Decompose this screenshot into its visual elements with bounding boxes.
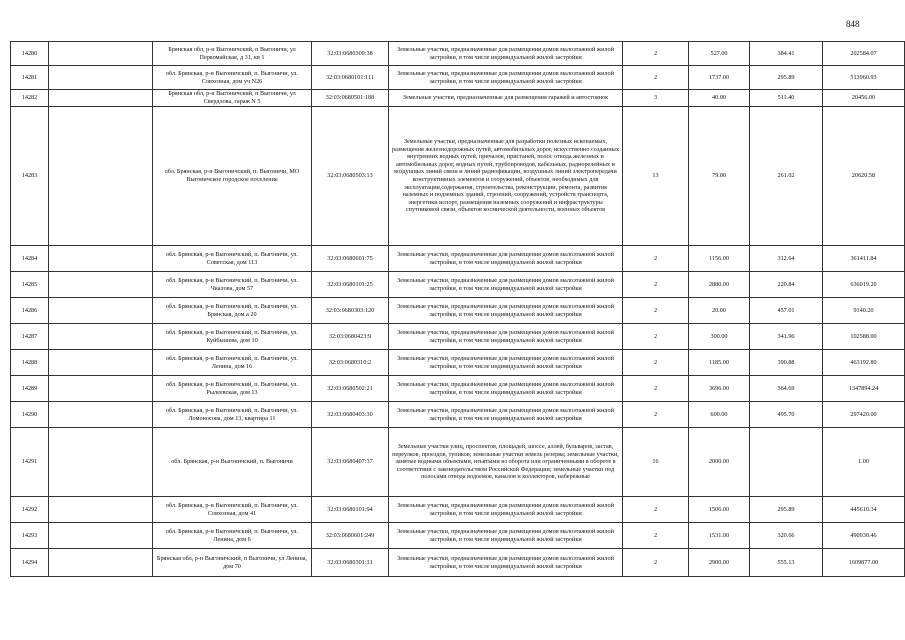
cell-group: 2: [623, 549, 689, 577]
cell-area: 20.00: [689, 298, 750, 324]
cell-id: 14282: [11, 90, 49, 107]
cell-land-use: Земельные участки, предназначенные для размещения домов малоэтажной жилой застройки, в том числе индивидуальной жилой застройки: [389, 324, 623, 350]
cell-group: 2: [623, 497, 689, 523]
cell-cadastral-value: 513960.93: [823, 66, 905, 90]
cell-rate: 312.64: [750, 246, 823, 272]
cell-group: 2: [623, 66, 689, 90]
cell-land-use: Земельные участки, предназначенные для размещения домов малоэтажной жилой застройки, в том числе индивидуальной жилой застройки: [389, 272, 623, 298]
cell-id: 14286: [11, 298, 49, 324]
cell-land-use: Земельные участки, предназначенные для размещения домов малоэтажной жилой застройки, в том числе индивидуальной жилой застройки: [389, 497, 623, 523]
cell-cadastral-number: 32:03:0680502:21: [312, 376, 389, 402]
cell-cadastral-number: 32:03:0680310:2: [312, 350, 389, 376]
cell-address: обл. Брянская, р-н Выгоничский, п. Выгоничи, ул. Совхозная, дом уч N26: [153, 66, 312, 90]
cell-group: 3: [623, 90, 689, 107]
cell-empty: [49, 376, 153, 402]
cell-rate: 295.89: [750, 66, 823, 90]
cell-cadastral-number: 32:03:0680309:38: [312, 42, 389, 66]
cell-empty: [49, 90, 153, 107]
cell-empty: [49, 402, 153, 428]
cell-cadastral-value: 1.00: [823, 428, 905, 497]
cell-id: 14284: [11, 246, 49, 272]
cell-address: обл. Брянская, р-н Выгоничский, п. Выгоничи, ул. Брянская, дом а 20: [153, 298, 312, 324]
cell-group: 2: [623, 42, 689, 66]
cell-address: обл. Брянская, р-н Выгоничский, п. Выгоничи, ул. Ленина, дом 16: [153, 350, 312, 376]
cell-cadastral-value: 636019.20: [823, 272, 905, 298]
cell-address: Брянская обл, р-н Выгоничский, п Выгоничи, ул Ленина, дом 70: [153, 549, 312, 577]
table-row: [11, 298, 905, 324]
cell-area: 79.00: [689, 107, 750, 246]
cell-id: 14285: [11, 272, 49, 298]
cell-empty: [49, 428, 153, 497]
cell-id: 14293: [11, 523, 49, 549]
cell-address: обл. Брянская, р-н Выгоничский, п. Выгоничи: [153, 428, 312, 497]
cell-group: 2: [623, 350, 689, 376]
cell-land-use: Земельные участки, предназначенные для размещения домов малоэтажной жилой застройки, в том числе индивидуальной жилой застройки: [389, 402, 623, 428]
cell-group: 2: [623, 246, 689, 272]
cell-area: 1185.00: [689, 350, 750, 376]
cell-id: 14281: [11, 66, 49, 90]
cell-group: 2: [623, 376, 689, 402]
cell-address: обл. Брянская, р-н Выгоничский, п. Выгоничи, ул. Ленина, дом 6: [153, 523, 312, 549]
cell-address: обл. Брянская, р-н Выгоничский, п. Выгоничи, ул. Ломоносова, дом 13, квартира 11: [153, 402, 312, 428]
cell-area: 2000.00: [689, 428, 750, 497]
cell-land-use: Земельные участки, предназначенные для размещения домов малоэтажной жилой застройки, в том числе индивидуальной жилой застройки: [389, 246, 623, 272]
cell-area: 300.00: [689, 324, 750, 350]
table-row: [11, 66, 905, 90]
cell-land-use: Земельные участки, предназначенные для размещения домов малоэтажной жилой застройки, в том числе индивидуальной жилой застройки: [389, 66, 623, 90]
cell-rate: 390.88: [750, 350, 823, 376]
cell-id: 14280: [11, 42, 49, 66]
cell-area: 1737.00: [689, 66, 750, 90]
cell-cadastral-value: 361411.84: [823, 246, 905, 272]
cell-cadastral-value: 490930.46: [823, 523, 905, 549]
cell-land-use: Земельные участки, предназначенные для размещения домов малоэтажной жилой застройки, в том числе индивидуальной жилой застройки: [389, 376, 623, 402]
cell-id: 14292: [11, 497, 49, 523]
cell-rate: 457.01: [750, 298, 823, 324]
cell-cadastral-value: 463192.80: [823, 350, 905, 376]
table-row: [11, 42, 905, 66]
cell-cadastral-number: 32:03:0680101:25: [312, 272, 389, 298]
cell-rate: [750, 428, 823, 497]
table-row: [11, 324, 905, 350]
cell-group: 2: [623, 272, 689, 298]
cell-cadastral-number: 32:03:0680101:111: [312, 66, 389, 90]
cell-land-use: Земельные участки улиц, проспектов, площадей, шоссе, аллей, бульваров, застав, переулков, проездов, тупиков; земельные участки земель резерва; земельные участки, занятые водными объектами, изъятыми из оборота или ограниченными в обороте в соответствии с законодательством Российской Федерации; земельные участки под полосами отвода водоемов, каналов и коллекторов, набережные: [389, 428, 623, 497]
cell-id: 14287: [11, 324, 49, 350]
table-row: [11, 272, 905, 298]
cell-id: 14288: [11, 350, 49, 376]
cell-empty: [49, 246, 153, 272]
table-body: [11, 42, 905, 577]
cell-cadastral-value: 20620.58: [823, 107, 905, 246]
cell-rate: 495.70: [750, 402, 823, 428]
cell-land-use: Земельные участки, предназначенные для размещения домов малоэтажной жилой застройки, в том числе индивидуальной жилой застройки: [389, 298, 623, 324]
cell-area: 2900.00: [689, 549, 750, 577]
cell-cadastral-value: 9140.20: [823, 298, 905, 324]
cell-rate: 295.89: [750, 497, 823, 523]
cell-rate: 384.41: [750, 42, 823, 66]
cell-cadastral-value: 102588.00: [823, 324, 905, 350]
cell-empty: [49, 298, 153, 324]
cell-cadastral-number: 32:03:0680407:37: [312, 428, 389, 497]
cell-id: 14289: [11, 376, 49, 402]
cell-area: 3696.00: [689, 376, 750, 402]
table-row: [11, 246, 905, 272]
cell-land-use: Земельные участки, предназначенные для размещения домов малоэтажной жилой застройки, в том числе индивидуальной жилой застройки: [389, 549, 623, 577]
cell-cadastral-value: 445610.34: [823, 497, 905, 523]
cell-land-use: Земельные участки, предназначенные для размещения домов малоэтажной жилой застройки, в том числе индивидуальной жилой застройки: [389, 350, 623, 376]
cell-group: 16: [623, 428, 689, 497]
page-number: 848: [846, 19, 860, 29]
cell-cadastral-value: 20456.00: [823, 90, 905, 107]
cell-cadastral-number: 32:03:0680601:249: [312, 523, 389, 549]
cell-address: обл. Брянская, р-н Выгоничский, п. Выгоничи, МО Выгоничское городское поселение: [153, 107, 312, 246]
cell-cadastral-value: 1609877.00: [823, 549, 905, 577]
cell-address: обл. Брянская, р-н Выгоничский, п. Выгоничи, ул. Куйбышева, дом 10: [153, 324, 312, 350]
table-row: [11, 428, 905, 497]
table-row: [11, 549, 905, 577]
cell-group: 2: [623, 402, 689, 428]
cell-cadastral-number: 32:03:0680423:9: [312, 324, 389, 350]
cell-rate: 364.69: [750, 376, 823, 402]
cell-rate: 555.13: [750, 549, 823, 577]
cell-empty: [49, 350, 153, 376]
cell-cadastral-number: 32:03:0680301:31: [312, 549, 389, 577]
cell-rate: 220.84: [750, 272, 823, 298]
table-row: [11, 90, 905, 107]
cell-empty: [49, 107, 153, 246]
table-row: [11, 523, 905, 549]
table-row: [11, 497, 905, 523]
cell-empty: [49, 523, 153, 549]
cell-cadastral-value: 297420.00: [823, 402, 905, 428]
cell-area: 1156.00: [689, 246, 750, 272]
cell-id: 14291: [11, 428, 49, 497]
cell-rate: 320.66: [750, 523, 823, 549]
cell-address: обл. Брянская, р-н Выгоничский, п. Выгоничи, ул. Рылеевская, дом 13: [153, 376, 312, 402]
cell-land-use: Земельные участки, предназначенные для разработки полезных ископаемых, размещения железнодорожных путей, автомобильных дорог, искусственно созданных внутренних водных путей, причалов, пристаней, полос отвода железных и автомобильных дорог, водных путей, трубопроводов, кабельных, радиорелейных и воздушных линий связи и линий радиофикации, воздушных линий электропередачи конструктивных элементов и сооружений, объектов, необходимых для эксплуатации,содержания, строительства, реконструкции, ремонта, развития наземных и подземных зданий, строений, сооружений, устройств транспорта, энергетики испорт, размещения наземных сооружений и инфраструктуры спутниковой связи, объектов космической деятельности, военных объектов: [389, 107, 623, 246]
cell-area: 1531.00: [689, 523, 750, 549]
cell-empty: [49, 549, 153, 577]
cell-area: 600.00: [689, 402, 750, 428]
cell-cadastral-value: 1347894.24: [823, 376, 905, 402]
cell-rate: 511.40: [750, 90, 823, 107]
cell-empty: [49, 324, 153, 350]
cell-area: 2880.00: [689, 272, 750, 298]
cell-empty: [49, 272, 153, 298]
cell-area: 40.00: [689, 90, 750, 107]
land-registry-table: [10, 41, 905, 577]
cell-cadastral-number: 32:03:0680503:13: [312, 107, 389, 246]
cell-cadastral-value: 202584.07: [823, 42, 905, 66]
cell-cadastral-number: 32:03:0680403:30: [312, 402, 389, 428]
cell-land-use: Земельные участки, предназначенные для размещения домов малоэтажной жилой застройки, в том числе индивидуальной жилой застройки: [389, 523, 623, 549]
cell-group: 2: [623, 523, 689, 549]
cell-group: 13: [623, 107, 689, 246]
cell-area: 527.00: [689, 42, 750, 66]
cell-group: 2: [623, 324, 689, 350]
cell-empty: [49, 42, 153, 66]
cell-address: обл. Брянская, р-н Выгоничский, п. Выгоничи, ул. Совхозная, дом 41: [153, 497, 312, 523]
cell-cadastral-number: 32:03:0680501:188: [312, 90, 389, 107]
cell-rate: 261.02: [750, 107, 823, 246]
cell-id: 14294: [11, 549, 49, 577]
cell-address: Брянская обл, р-н Выгоничский, п Выгоничи, ул Свердлова, гараж N 5: [153, 90, 312, 107]
cell-land-use: Земельные участки, предназначенные для размещения гаражей и автостоянок: [389, 90, 623, 107]
table-row: [11, 350, 905, 376]
cell-land-use: Земельные участки, предназначенные для размещения домов малоэтажной жилой застройки, в том числе индивидуальной жилой застройки: [389, 42, 623, 66]
cell-id: 14290: [11, 402, 49, 428]
cell-cadastral-number: 32:03:0680101:94: [312, 497, 389, 523]
cell-empty: [49, 66, 153, 90]
cell-id: 14283: [11, 107, 49, 246]
table-row: [11, 402, 905, 428]
cell-rate: 341.96: [750, 324, 823, 350]
cell-area: 1506.00: [689, 497, 750, 523]
cell-group: 2: [623, 298, 689, 324]
cell-empty: [49, 497, 153, 523]
cell-address: Брянская обл, р-н Выгоничский, п Выгоничи, ул Первомайская, д 31, кв 1: [153, 42, 312, 66]
cell-address: обл. Брянская, р-н Выгоничский, п. Выгоничи, ул. Чкалова, дом 57: [153, 272, 312, 298]
cell-address: обл. Брянская, р-н Выгоничский, п. Выгоничи, ул. Советская, дом 113: [153, 246, 312, 272]
cell-cadastral-number: 32:03:0680601:75: [312, 246, 389, 272]
cell-cadastral-number: 32:03:0680303:120: [312, 298, 389, 324]
table-row: [11, 376, 905, 402]
table-row: [11, 107, 905, 246]
